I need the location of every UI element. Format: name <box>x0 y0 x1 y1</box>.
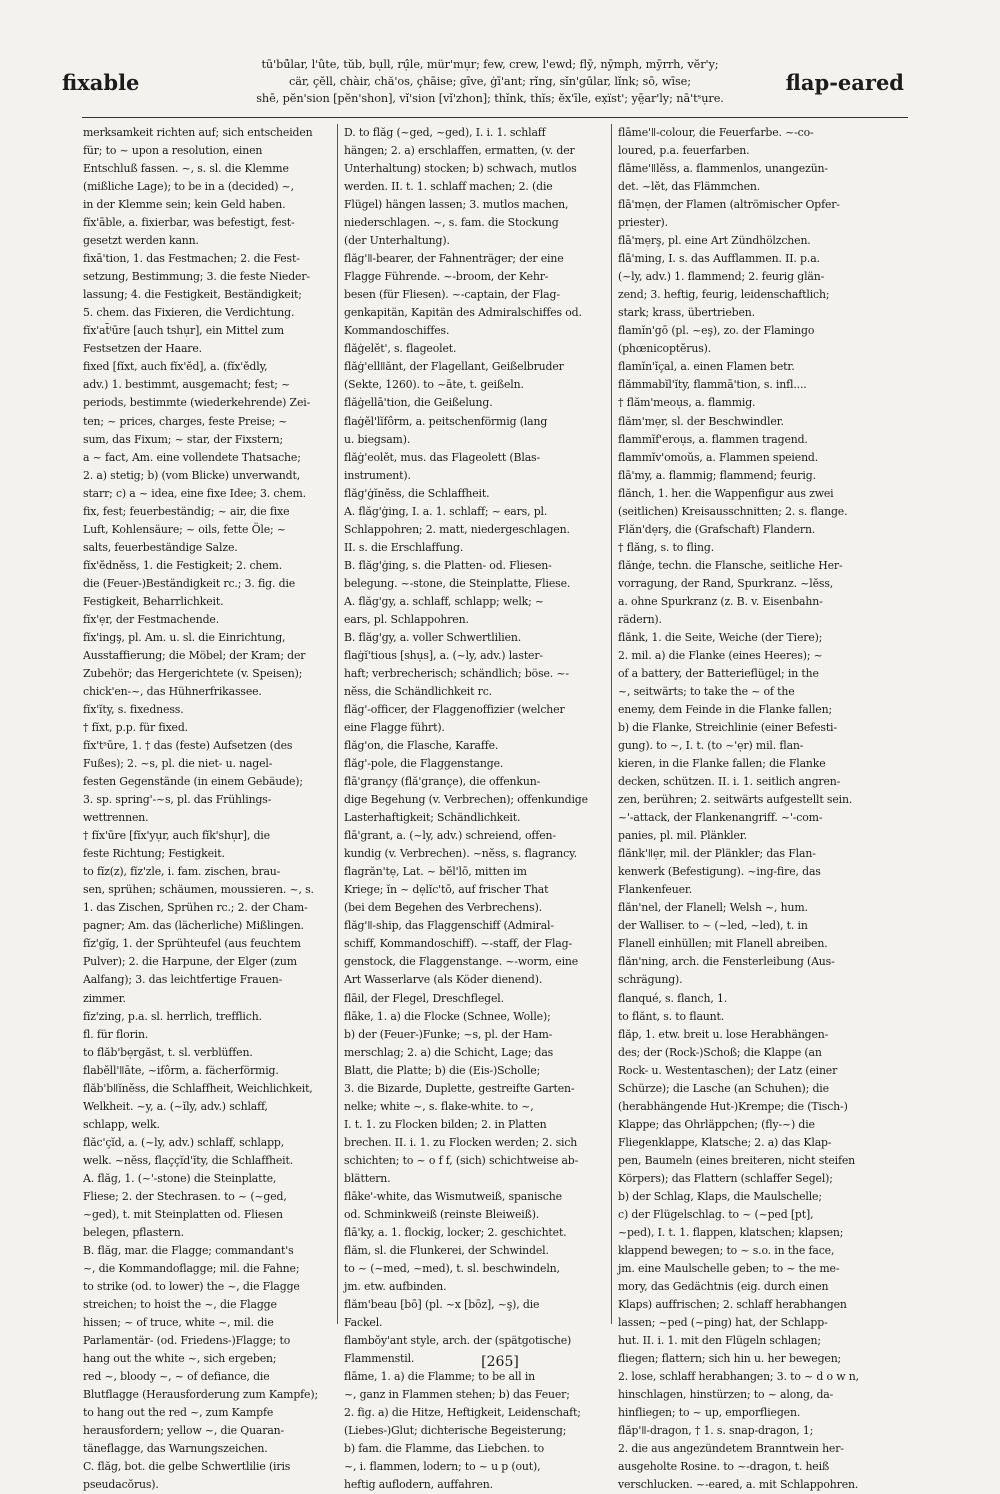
entry-line: b) der (Feuer-)Funke; ~s, pl. der Ham- <box>344 1027 553 1041</box>
entry-line: (Liebes-)Glut; dichterische Begeisterung; <box>344 1424 567 1438</box>
entry-line: flaġĕl'lĭfôrm, a. peitschenförmig (lang <box>344 414 548 428</box>
column-divider <box>611 124 612 1324</box>
entry-line: flā'grant, a. (~ly, adv.) schreiend, offen- <box>344 829 556 843</box>
entry-line: flămmabĭl'ĭty, flammā'tion, s. infl.... <box>618 378 807 392</box>
entry-line: flăġ'ellǁănt, der Flagellant, Geißelbruder <box>344 360 564 374</box>
entry-line: Kommandoschiffes. <box>344 324 450 338</box>
entry-line: ten; ~ prices, charges, feste Preise; ~ <box>83 414 288 428</box>
entry-line: † flăng, s. to fling. <box>618 540 715 554</box>
entry-line: ~, die Kommandoflagge; mil. die Fahne; <box>83 1261 300 1275</box>
entry-line: 2. lose, schlaff herabhangen; 3. to ~ d o w n, <box>618 1370 859 1384</box>
entry-line: (seitlichen) Kreisausschnitten; 2. s. flange. <box>618 504 848 518</box>
entry-line: c) der Flügelschlag. to ~ (~ped [pt], <box>618 1207 814 1221</box>
entry-line: vorragung, der Rand, Spurkranz. ~lĕss, <box>618 576 834 590</box>
entry-line: verschlucken. ~-eared, a. mit Schlappohren. <box>618 1478 859 1492</box>
entry-line: pagner; Am. das (lächerliche) Mißlingen. <box>83 919 304 933</box>
entry-line: nĕss, die Schändlichkeit rc. <box>344 684 492 698</box>
entry-line: schlapp, welk. <box>83 1117 160 1131</box>
entry-line: hissen; ~ of truce, white ~, mil. die <box>83 1316 274 1330</box>
entry-line: † fĭx'ūre [fĭx'yụr, auch fĭk'shụr], die <box>83 829 270 843</box>
entry-line: genstock, die Flaggenstange. ~-worm, eine <box>344 955 579 969</box>
entry-line: † fĭxt, p.p. für fixed. <box>83 721 188 735</box>
entry-line: ~ged), t. mit Steinplatten od. Fliesen <box>83 1207 283 1221</box>
entry-line: B. flăg'ġing, s. die Platten- od. Fliesen- <box>344 558 552 572</box>
entry-line: pen, Baumeln (eines breiteren, nicht steifen <box>618 1153 856 1167</box>
entry-line: flăġ'eolĕt, mus. das Flageolett (Blas- <box>344 450 541 464</box>
entry-line: kieren, in die Flanke fallen; die Flanke <box>618 757 826 771</box>
entry-line: hut. II. i. 1. mit den Flügeln schlagen; <box>618 1334 821 1348</box>
entry-line: genkapitän, Kapitän des Admiralschiffes od. <box>344 306 582 320</box>
entry-line: fĭx'ẹr, der Festmachende. <box>83 612 220 626</box>
entry-line: od. Schminkweiß (reinste Bleiweiß). <box>344 1207 540 1221</box>
entry-line: zend; 3. heftig, feurig, leidenschaftlich; <box>618 288 830 302</box>
entry-line: to flănt, s. to flaunt. <box>618 1009 725 1023</box>
entry-line: flăc'çĭd, a. (~ly, adv.) schlaff, schlapp, <box>83 1135 285 1149</box>
entry-line: Aalfang); 3. das leichtfertige Frauen- <box>83 973 283 987</box>
entry-line: fixed [fĭxt, auch fĭx'ĕd], a. (fĭx'ĕdly, <box>83 360 268 374</box>
entry-line: fl. für florin. <box>83 1027 149 1041</box>
entry-line: wettrennen. <box>83 811 149 825</box>
entry-line: Klaps) auffrischen; 2. schlaff herabhangen <box>618 1298 847 1312</box>
entry-line: schrägung). <box>618 973 683 987</box>
entry-line: panies, pl. mil. Plänkler. <box>618 829 747 843</box>
entry-line: 2. die aus angezündetem Branntwein her- <box>618 1442 844 1456</box>
entry-line: fĭz'zing, p.a. sl. herrlich, trefflich. <box>83 1009 262 1023</box>
entry-line: brechen. II. i. 1. zu Flocken werden; 2. sich <box>344 1135 578 1149</box>
entry-line: flăg'ǁ-bearer, der Fahnenträger; der eine <box>344 252 564 266</box>
entry-line: rädern). <box>618 612 662 626</box>
entry-line: flăm, sl. die Flunkerei, der Schwindel. <box>344 1243 549 1257</box>
entry-line: (bei dem Begehen des Verbrechens). <box>344 901 542 915</box>
entry-line: flănġe, techn. die Flansche, seitliche Her- <box>618 558 843 572</box>
entry-line: decken, schützen. II. i. 1. seitlich angren- <box>618 775 841 789</box>
entry-line: hinfliegen; to ~ up, emporfliegen. <box>618 1406 801 1420</box>
entry-line: sum, das Fixum; ~ star, der Fixstern; <box>83 432 284 446</box>
entry-line: of a battery, der Batterieflügel; in the <box>618 666 819 680</box>
entry-line: D. to flăg (~ged, ~ged), I. i. 1. schlaff <box>344 126 546 139</box>
entry-line: ausgeholte Rosine. to ~-dragon, t. heiß <box>618 1460 830 1474</box>
entry-line: flāme'ǁlĕss, a. flammenlos, unangezün- <box>618 162 828 176</box>
entry-line: stark; krass, übertrieben. <box>618 306 755 320</box>
entry-line: flambŏy'ant style, arch. der (spätgotische) <box>344 1334 572 1348</box>
entry-line: flăg'-pole, die Flaggenstange. <box>344 757 504 771</box>
entry-line: fĭx'ingş, pl. Am. u. sl. die Einrichtung, <box>83 630 286 644</box>
entry-line: Festigkeit, Beharrlichkeit. <box>83 594 224 608</box>
entry-line: red ~, bloody ~, ~ of defiance, die <box>83 1370 270 1384</box>
entry-line: flăg'ġĭnĕss, die Schlaffheit. <box>344 486 490 500</box>
entry-line: C. flăg, bot. die gelbe Schwertlilie (iris <box>83 1460 291 1474</box>
entry-line: B. flăg'gy, a. voller Schwertlilien. <box>344 630 522 644</box>
entry-line: festen Gegenstände (in einem Gebäude); <box>83 775 303 789</box>
entry-line: Fliese; 2. der Stechrasen. to ~ (~ged, <box>83 1189 287 1203</box>
entry-line: ~, i. flammen, lodern; to ~ u p (out), <box>344 1460 541 1474</box>
entry-line: streichen; to hoist the ~, die Flagge <box>83 1298 277 1312</box>
entry-line: II. s. die Erschlaffung. <box>344 540 464 554</box>
entry-line: 3. die Bizarde, Duplette, gestreifte Garten- <box>344 1081 575 1095</box>
entry-line: flā'my, a. flammig; flammend; feurig. <box>618 468 816 482</box>
entry-line: Fackel. <box>344 1316 383 1330</box>
entry-line: merschlag; 2. a) die Schicht, Lage; das <box>344 1045 554 1059</box>
entry-line: niederschlagen. ~, s. fam. die Stockung <box>344 216 559 230</box>
entry-line: fĭz'gĭg, 1. der Sprühteufel (aus feuchtem <box>83 937 301 951</box>
entry-line: I. t. 1. zu Flocken bilden; 2. in Platten <box>344 1117 547 1131</box>
entry-line: klappend bewegen; to ~ s.o. in the face, <box>618 1243 835 1257</box>
entry-line: a ~ fact, Am. eine vollendete Thatsache; <box>83 450 301 464</box>
entry-line: Fußes); 2. ~s, pl. die niet- u. nagel- <box>83 757 273 771</box>
entry-line: flammĭv'omoŭs, a. Flammen speiend. <box>618 450 819 464</box>
entry-line: to ~ (~med, ~med), t. sl. beschwindeln, <box>344 1261 560 1275</box>
entry-line: eine Flagge führt). <box>344 721 445 735</box>
entry-line: u. biegsam). <box>344 432 411 446</box>
entry-line: flanqué, s. flanch, 1. <box>618 991 728 1005</box>
entry-line: 2. fig. a) die Hitze, Heftigkeit, Leidenschaft; <box>344 1406 581 1420</box>
pronunciation-key-line: cär, çĕll, chàir, chă'os, çhāise; gīve, ġī'ant; rǐng, sǐn'gūlar, lǐnk; sō, wīse; <box>289 75 691 88</box>
entry-line: 2. a) stetig; b) (vom Blicke) unverwandt, <box>83 468 301 482</box>
entry-line: schichten; to ~ o f f, (sich) schichtweise ab- <box>344 1153 579 1167</box>
entry-line: in der Klemme sein; kein Geld haben. <box>83 198 286 212</box>
entry-line: b) der Schlag, Klaps, die Maulschelle; <box>618 1189 822 1203</box>
entry-line: flā'grançy (flă'grançe), die offenkun- <box>344 775 541 789</box>
entry-line: periods, bestimmte (wiederkehrende) Zei- <box>83 396 311 410</box>
entry-line: 5. chem. das Fixieren, die Verdichtung. <box>83 306 295 320</box>
entry-line: Zubehör; das Hergerichtete (v. Speisen); <box>83 666 303 680</box>
entry-line: fĭx'ĕdnĕss, 1. die Festigkeit; 2. chem. <box>83 558 283 572</box>
entry-line: zimmer. <box>83 991 126 1005</box>
entry-line: Flügel) hängen lassen; 3. mutlos machen, <box>344 198 569 212</box>
entry-line: flabĕll'ǁāte, ~ifôrm, a. fächerförmig. <box>83 1063 279 1077</box>
entry-line: Kriege; ĭn ~ dẹlĭc'tō, auf frischer That <box>344 883 549 897</box>
entry-line: Festsetzen der Haare. <box>83 342 202 356</box>
entry-line: fliegen; flattern; sich hin u. her bewegen; <box>618 1352 842 1366</box>
entry-line: flagrăn'tẹ, Lat. ~ bĕl'lō, mitten im <box>344 865 527 879</box>
pronunciation-key <box>200 56 780 107</box>
entry-line: to fĭz(z), fĭz'zle, i. fam. zischen, brau- <box>83 865 281 879</box>
entry-line: flăm'beau [bō] (pl. ~x [bōz], ~ş), die <box>344 1298 540 1312</box>
entry-line: werden. II. t. 1. schlaff machen; 2. (die <box>344 180 553 194</box>
entry-line: starr; c) a ~ idea, eine fixe Idee; 3. chem. <box>83 486 306 500</box>
entry-line: des; der (Rock-)Schoß; die Klappe (an <box>618 1045 822 1059</box>
entry-line: to flăb'bẹrgăst, t. sl. verblüffen. <box>83 1045 253 1059</box>
entry-line: fĭx'āble, a. fixierbar, was befestigt, fest- <box>83 216 295 230</box>
entry-line: (Sekte, 1260). to ~āte, t. geißeln. <box>344 378 524 392</box>
column-left <box>83 124 330 1492</box>
header-rule <box>82 117 908 118</box>
entry-line: flaġĭ'tious [shụs], a. (~ly, adv.) laster- <box>344 648 543 662</box>
entry-line: hinschlagen, hinstürzen; to ~ along, da- <box>618 1388 834 1402</box>
entry-line: A. flăg, 1. (~'-stone) die Steinplatte, <box>83 1171 277 1185</box>
entry-line: nelke; white ~, s. flake-white. to ~, <box>344 1099 534 1113</box>
entry-line: flăġellā'tion, die Geißelung. <box>344 396 493 410</box>
entry-line: flāme, 1. a) die Flamme; to be all in <box>344 1370 536 1384</box>
entry-line: Rock- u. Westentaschen); der Latz (einer <box>618 1063 838 1077</box>
entry-line: belegung. ~-stone, die Steinplatte, Fliese. <box>344 576 571 590</box>
entry-line: flăġelĕt', s. flageolet. <box>344 342 457 356</box>
entry-line: flāme'ǁ-colour, die Feuerfarbe. ~-co- <box>618 126 814 139</box>
entry-line: flănch, 1. her. die Wappenfigur aus zwei <box>618 486 834 500</box>
entry-line: (herabhängende Hut-)Krempe; die (Tisch-) <box>618 1099 848 1113</box>
entry-line: A. flăg'gy, a. schlaff, schlapp; welk; ~ <box>344 594 544 608</box>
entry-line: herausfordern; yellow ~, die Quaran- <box>83 1424 285 1438</box>
entry-line: heftig auflodern, auffahren. <box>344 1478 493 1492</box>
entry-line: ~, ganz in Flammen stehen; b) das Feuer; <box>344 1388 570 1402</box>
entry-line: Blatt, die Platte; b) die (Eis-)Scholle; <box>344 1063 541 1077</box>
entry-line: flăn'nel, der Flanell; Welsh ~, hum. <box>618 901 808 915</box>
entry-line: flăp'ǁ-dragon, † 1. s. snap-dragon, 1; <box>618 1424 814 1438</box>
entry-line: Ausstaffierung; die Möbel; der Kram; der <box>83 648 306 662</box>
entry-line: kenwerk (Befestigung). ~ing-fire, das <box>618 865 821 879</box>
entry-line: täneflagge, das Warnungszeichen. <box>83 1442 268 1456</box>
entry-line: Entschluß fassen. ~, s. sl. die Klemme <box>83 162 289 176</box>
entry-line: feste Richtung; Festigkeit. <box>83 847 225 861</box>
entry-line: flăg'on, die Flasche, Karaffe. <box>344 739 499 753</box>
entry-line: Flagge Führende. ~-broom, der Kehr- <box>344 270 549 284</box>
guide-word-right: flap-eared <box>785 70 904 95</box>
entry-line: flā'mẹn, der Flamen (altrömischer Opfer- <box>618 198 840 212</box>
entry-line: Körpers); das Flattern (schlaffer Segel); <box>618 1171 833 1185</box>
entry-line: blättern. <box>344 1171 391 1185</box>
entry-line: flā'mẹrş, pl. eine Art Zündhölzchen. <box>618 234 811 248</box>
column-right <box>618 124 908 1492</box>
entry-line: flănk, 1. die Seite, Weiche (der Tiere); <box>618 630 823 644</box>
entry-line: chick'en-~, das Hühnerfrikassee. <box>83 684 262 698</box>
entry-line: Flankenfeuer. <box>618 883 693 897</box>
entry-line: Welkheit. ~y, a. (~ĭly, adv.) schlaff, <box>83 1099 268 1113</box>
entry-line: Schlappohren; 2. matt, niedergeschlagen. <box>344 522 570 536</box>
entry-line: besen (für Fliesen). ~-captain, der Flag- <box>344 288 560 302</box>
entry-line: ears, pl. Schlappohren. <box>344 612 469 626</box>
entry-line: (der Unterhaltung). <box>344 234 450 248</box>
entry-line: fĭx'ĭty, s. fixedness. <box>83 703 184 716</box>
entry-line: b) die Flanke, Streichlinie (einer Befesti- <box>618 721 837 735</box>
entry-line: flănk'ǁẹr, mil. der Plänkler; das Flan- <box>618 847 816 861</box>
entry-line: mory, das Gedächtnis (eig. durch einen <box>618 1280 829 1293</box>
entry-line: der Walliser. to ~ (~led, ~led), t. in <box>618 919 808 933</box>
entry-line: A. flăg'ġing, I. a. 1. schlaff; ~ ears, pl. <box>344 504 548 518</box>
entry-line: lassen; ~ped (~ping) hat, der Schlapp- <box>618 1316 828 1330</box>
entry-line: Blutflagge (Herausforderung zum Kampfe); <box>83 1388 318 1402</box>
entry-line: priester). <box>618 216 668 230</box>
entry-line: die (Feuer-)Beständigkeit rc.; 3. fig. die <box>83 576 296 590</box>
guide-word-left: fixable <box>62 70 140 95</box>
entry-line: flăg'ǁ-ship, das Flaggenschiff (Admiral- <box>344 919 554 933</box>
entry-line: fixā'tion, 1. das Festmachen; 2. die Fest- <box>83 252 300 266</box>
entry-line: B. flăg, mar. die Flagge; commandant's <box>83 1243 294 1257</box>
entry-line: 1. das Zischen, Sprühen rc.; 2. der Cham- <box>83 901 308 915</box>
entry-line: jm. etw. aufbinden. <box>344 1280 447 1293</box>
entry-line: (mißliche Lage); to be in a (decided) ~, <box>83 180 294 194</box>
entry-line: ~, seitwärts; to take the ~ of the <box>618 684 795 698</box>
entry-line: flammĭf'eroụs, a. flammen tragend. <box>618 432 808 446</box>
entry-line: sen, sprühen; schäumen, moussieren. ~, s. <box>83 883 314 897</box>
entry-line: flā'ming, I. s. das Aufflammen. II. p.a. <box>618 252 820 266</box>
entry-line: Klappe; das Ohrläppchen; (fly-~) die <box>618 1117 815 1131</box>
entry-line: flamĭn'ĭçal, a. einen Flamen betr. <box>618 360 795 374</box>
entry-line: loured, p.a. feuerfarben. <box>618 144 750 158</box>
entry-line: Luft, Kohlensäure; ~ oils, fette Öle; ~ <box>83 522 286 536</box>
entry-line: b) fam. die Flamme, das Liebchen. to <box>344 1442 545 1456</box>
pronunciation-key-line: tū'bū̍lar, l'ûte, tŭb, bụll, rụ̂le, mür'mụr; few, crew, l'ewd; flȳ, nȳmph, mȳrrh, vĕr'y; <box>261 58 719 71</box>
entry-line: fix, fest; feuerbeständig; ~ air, die fixe <box>83 504 290 518</box>
entry-line: Pulver); 2. die Harpune, der Elger (zum <box>83 955 297 969</box>
entry-line: Flăn'dẹrş, die (Grafschaft) Flandern. <box>618 522 816 536</box>
entry-line: Unterhaltung) stocken; b) schwach, mutlos <box>344 162 577 176</box>
entry-line: ~ped), I. t. 1. flappen, klatschen; klapsen; <box>618 1225 844 1239</box>
entry-line: ~'-attack, der Flankenangriff. ~'-com- <box>618 811 823 825</box>
entry-line: fĭx'tˢūre, 1. † das (feste) Aufsetzen (des <box>83 739 293 753</box>
entry-line: det. ~lĕt, das Flämmchen. <box>618 180 761 194</box>
entry-line: gung). to ~, I. t. (to ~'ẹr) mil. flan- <box>618 739 804 753</box>
pronunciation-key-line: shē, pĕn'sion [pĕn'shon], vǐ'sion [vǐ'zhon]; thǐnk, thĭs; ĕx'īle, ex̣ïst'; yē̤ar'ly; nā'tˢụre. <box>256 92 724 105</box>
entry-line: merksamkeit richten auf; sich entscheiden <box>83 126 313 139</box>
entry-line: enemy, dem Feinde in die Flanke fallen; <box>618 703 832 716</box>
entry-line: gesetzt werden kann. <box>83 234 199 248</box>
entry-line: Flammenstil. <box>344 1352 415 1366</box>
entry-line: pseudacŏrus). <box>83 1478 159 1492</box>
entry-line: to hang out the red ~, zum Kampfe <box>83 1406 274 1420</box>
entry-line: flāil, der Flegel, Dreschflegel. <box>344 991 504 1005</box>
entry-line: für; to ~ upon a resolution, einen <box>83 144 263 158</box>
entry-line: Fliegenklappe, Klatsche; 2. a) das Klap- <box>618 1135 832 1149</box>
entry-line: Schürze); die Lasche (an Schuhen); die <box>618 1081 829 1095</box>
entry-line: salts, feuerbeständige Salze. <box>83 540 238 554</box>
entry-line: fĭx'at̄ⁱūre [auch tshụr], ein Mittel zum <box>83 324 284 338</box>
entry-line: dige Begehung (v. Verbrechen); offenkundige <box>344 793 588 807</box>
entry-line: Lasterhaftigkeit; Schändlichkeit. <box>344 811 521 825</box>
entry-line: flăn'ning, arch. die Fensterleibung (Aus- <box>618 955 835 969</box>
entry-line: † flăm'meoụs, a. flammig. <box>618 396 756 410</box>
entry-line: Art Wasserlarve (als Köder dienend). <box>344 973 543 987</box>
entry-line: kundig (v. Verbrechen). ~nĕss, s. flagrancy. <box>344 847 577 861</box>
page-number: [265] <box>481 1354 519 1370</box>
entry-line: lassung; 4. die Festigkeit, Beständigkeit; <box>83 288 302 302</box>
entry-line: flăg'-officer, der Flaggenoffizier (welcher <box>344 703 565 716</box>
entry-line: flāke, 1. a) die Flocke (Schnee, Wolle); <box>344 1009 551 1023</box>
entry-line: Parlamentär- (od. Friedens-)Flagge; to <box>83 1334 291 1348</box>
entry-line: jm. eine Maulschelle geben; to ~ the me- <box>618 1261 840 1275</box>
entry-line: instrument). <box>344 468 411 482</box>
entry-line: (~ly, adv.) 1. flammend; 2. feurig glän- <box>618 270 825 284</box>
entry-line: flăb'bǁĭnĕss, die Schlaffheit, Weichlichkeit, <box>83 1081 313 1095</box>
entry-line: Flanell einhüllen; mit Flanell abreiben. <box>618 937 828 951</box>
entry-line: flamĭn'gō (pl. ~eş), zo. der Flamingo <box>618 324 815 338</box>
entry-line: 3. sp. spring'-~s, pl. das Frühlings- <box>83 793 272 807</box>
entry-line: hang out the white ~, sich ergeben; <box>83 1352 277 1366</box>
entry-line: haft; verbrecherisch; schändlich; böse. ~- <box>344 666 569 680</box>
entry-line: setzung, Bestimmung; 3. die feste Nieder- <box>83 270 310 284</box>
column-divider <box>337 124 338 1324</box>
entry-line: schiff, Kommandoschiff). ~-staff, der Flag- <box>344 937 572 951</box>
entry-line: (phœnicoptĕrus). <box>618 342 712 356</box>
entry-line: flăm'mẹr, sl. der Beschwindler. <box>618 414 784 428</box>
entry-line: flăp, 1. etw. breit u. lose Herabhängen- <box>618 1027 829 1041</box>
entry-line: hängen; 2. a) erschlaffen, ermatten, (v. der <box>344 144 575 158</box>
entry-line: adv.) 1. bestimmt, ausgemacht; fest; ~ <box>83 378 291 392</box>
entry-line: 2. mil. a) die Flanke (eines Heeres); ~ <box>618 648 823 662</box>
entry-line: welk. ~nĕss, flaççĭd'ĭty, die Schlaffheit. <box>83 1153 294 1167</box>
entry-line: zen, berühren; 2. seitwärts aufgestellt sein. <box>618 793 853 807</box>
entry-line: flā'ky, a. 1. flockig, locker; 2. geschichtet. <box>344 1225 567 1239</box>
entry-line: to strike (od. to lower) the ~, die Flagge <box>83 1280 300 1293</box>
entry-line: flāke'-white, das Wismutweiß, spanische <box>344 1189 562 1203</box>
entry-line: belegen, pflastern. <box>83 1225 184 1239</box>
entry-line: a. ohne Spurkranz (z. B. v. Eisenbahn- <box>618 594 823 608</box>
